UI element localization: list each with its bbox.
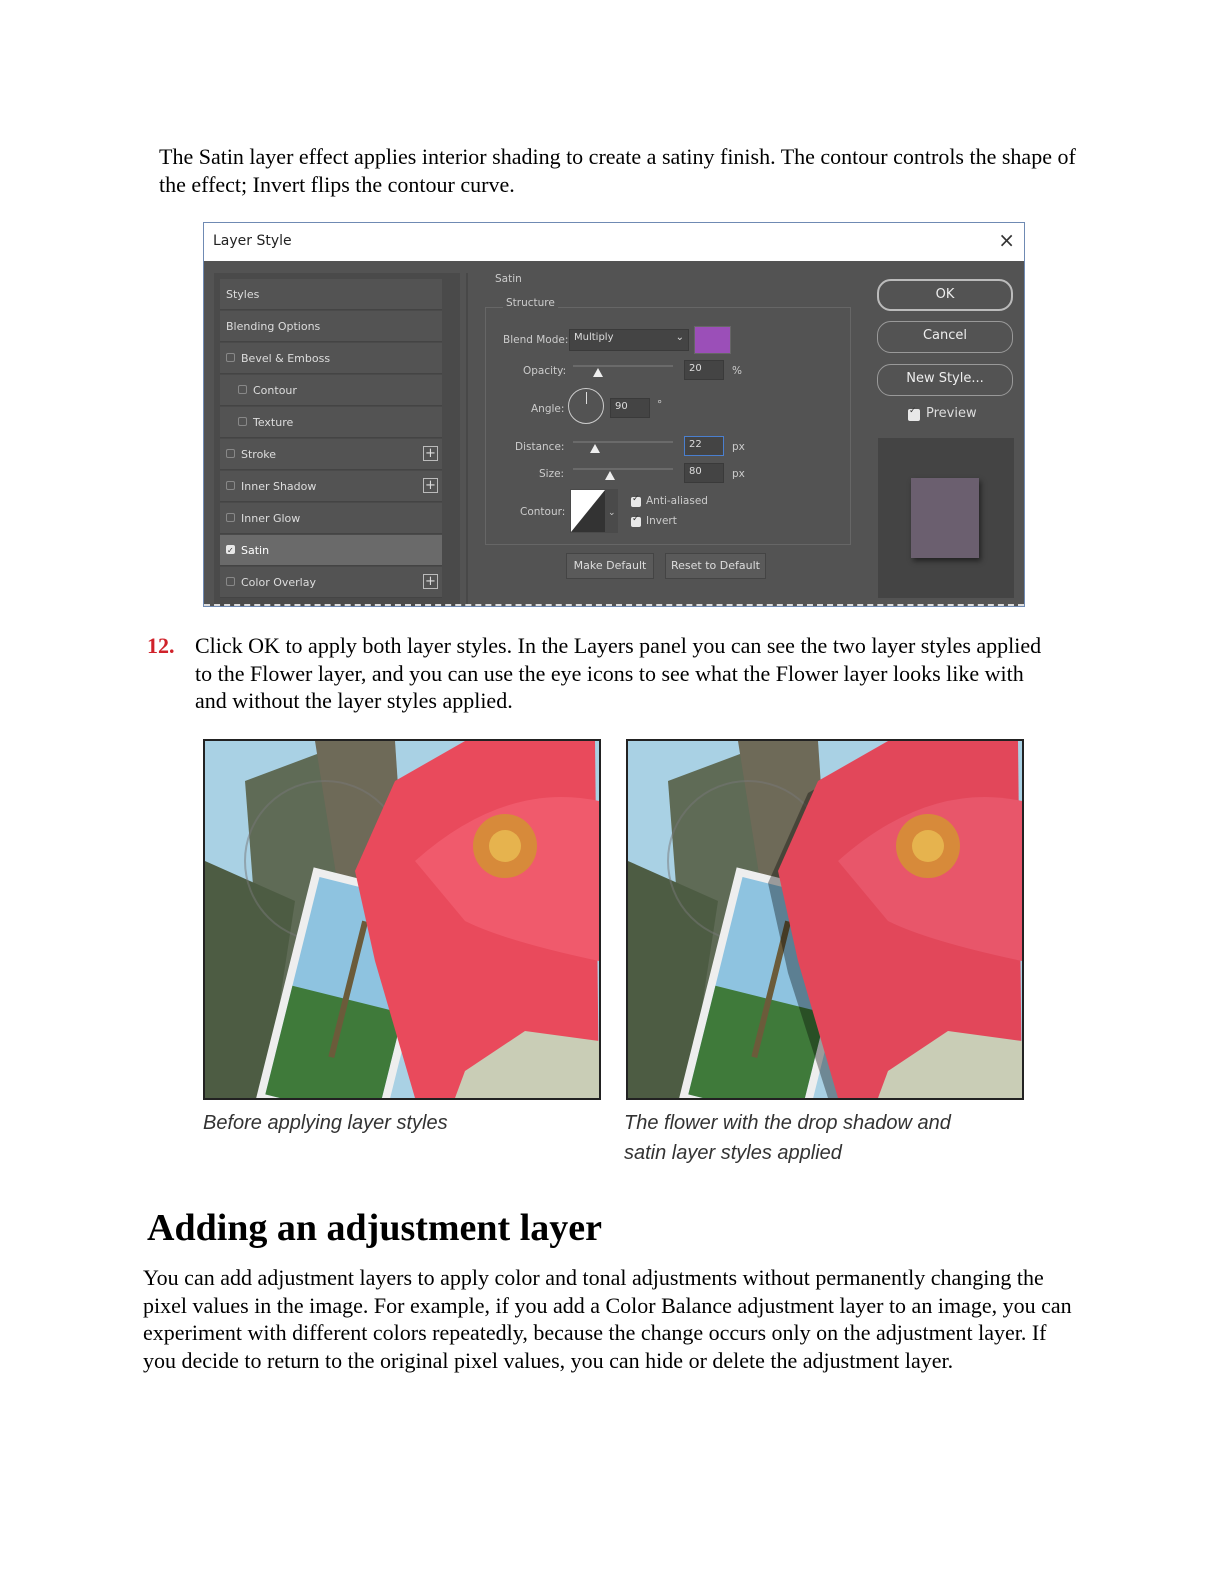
angle-unit: ° [657,399,663,411]
style-checkbox[interactable] [238,385,247,394]
step-12-text: Click OK to apply both layer styles. In the Layers panel you can see the two layer styles applied to the Flower layer, and you can use the eye icons to see what the Flower layer looks like with and without the layer styles applied. [195,633,1042,713]
style-checkbox[interactable] [226,353,235,362]
panel-divider [466,273,468,607]
style-checkbox[interactable] [226,481,235,490]
distance-label: Distance: [515,441,565,453]
svg-text:⌄: ⌄ [608,508,616,518]
preview-label: Preview [926,406,977,421]
size-unit: px [732,468,745,480]
styles-list-label: Inner Shadow [241,480,317,493]
anti-aliased-label: Anti-aliased [646,495,708,507]
intro-paragraph: The Satin layer effect applies interior shading to create a satiny finish. The contour controls the shape of the effect; Invert flips the contour curve. [159,144,1076,197]
styles-list-item[interactable] [220,439,442,470]
add-icon[interactable]: + [423,478,438,493]
styles-list-label: Blending Options [226,320,321,333]
styles-list-item[interactable] [220,535,442,566]
preview-checkbox[interactable] [908,409,920,421]
blend-mode-select[interactable] [569,329,689,351]
caption-after: The flower with the drop shadow and satin layer styles applied [624,1112,951,1164]
structure-group-title: Structure [503,297,558,309]
cancel-button[interactable]: Cancel [877,321,1013,353]
flower-collage-after [628,741,1022,1098]
layer-style-dialog [203,222,1025,607]
preview-swatch [911,478,979,558]
styles-list-item[interactable] [220,471,442,502]
styles-list-label: Bevel & Emboss [241,352,331,365]
distance-slider-track[interactable] [573,441,673,443]
style-checkbox[interactable] [226,577,235,586]
anti-aliased-checkbox[interactable] [631,497,641,507]
style-checkbox[interactable] [226,545,235,554]
step-number: 12. [147,633,175,658]
opacity-unit: % [732,365,742,377]
caption-before: Before applying layer styles [203,1112,448,1134]
contour-curve-icon [570,489,618,533]
invert-checkbox[interactable] [631,517,641,527]
make-default-button[interactable]: Make Default [566,553,654,579]
size-slider-thumb[interactable] [605,471,615,480]
styles-list-item[interactable] [220,407,442,438]
styles-list-item[interactable] [220,279,442,310]
before-layer-styles-image [203,739,601,1100]
distance-slider-thumb[interactable] [590,444,600,453]
dialog-titlebar [204,223,1024,261]
opacity-label: Opacity: [523,365,567,377]
satin-color-swatch[interactable] [694,326,731,354]
section-heading: Adding an adjustment layer [147,1207,602,1249]
distance-input[interactable] [684,436,724,456]
close-icon[interactable]: × [998,228,1015,252]
opacity-input[interactable] [684,360,724,380]
invert-label: Invert [646,515,677,527]
add-icon[interactable]: + [423,574,438,589]
reset-to-default-button[interactable]: Reset to Default [665,553,766,579]
flower-collage-before [205,741,599,1098]
opacity-value: 20 [689,363,702,374]
styles-list-label: Texture [253,416,294,429]
size-value: 80 [689,466,702,477]
contour-label: Contour: [520,506,566,518]
new-style-button[interactable]: New Style... [877,364,1013,396]
style-checkbox[interactable] [226,449,235,458]
angle-dial[interactable] [568,388,604,424]
opacity-slider-thumb[interactable] [593,368,603,377]
size-input[interactable] [684,463,724,483]
distance-unit: px [732,441,745,453]
styles-list-label: Stroke [241,448,277,461]
blend-mode-label: Blend Mode: [503,334,569,346]
styles-list-item[interactable] [220,311,442,342]
add-icon[interactable]: + [423,446,438,461]
styles-list-label: Contour [253,384,297,397]
styles-list-label: Color Overlay [241,576,316,589]
style-checkbox[interactable] [226,513,235,522]
styles-list-label: Inner Glow [241,512,301,525]
styles-list-item[interactable] [220,567,442,598]
styles-list-item[interactable] [220,503,442,534]
blend-mode-value: Multiply [574,332,614,343]
styles-list-item[interactable] [220,343,442,374]
angle-input[interactable] [610,398,650,418]
ok-button[interactable]: OK [877,279,1013,311]
styles-list-label: Styles [226,288,260,301]
styles-list-label: Satin [241,544,270,557]
angle-label: Angle: [531,403,565,415]
opacity-slider-track[interactable] [573,365,673,367]
adjustment-layer-paragraph: You can add adjustment layers to apply color and tonal adjustments without permanently changing the pixel values in the image. For example, if you add a Color Balance adjustment layer to an image, you can experiment with different colors repeatedly, because the change occurs only on the adjustment layer. If you decide to return to the original pixel values, you can hide or delete the adjustment layer. [143,1265,1072,1373]
distance-value: 22 [689,439,702,450]
size-label: Size: [539,468,565,480]
dialog-title: Layer Style [213,233,292,249]
contour-picker[interactable] [570,489,618,533]
chevron-down-icon: ⌄ [675,332,684,343]
satin-section-title: Satin [495,273,522,285]
size-slider-track[interactable] [573,468,673,470]
after-layer-styles-image [626,739,1024,1100]
angle-value: 90 [615,401,628,412]
styles-list-item[interactable] [220,375,442,406]
style-checkbox[interactable] [238,417,247,426]
